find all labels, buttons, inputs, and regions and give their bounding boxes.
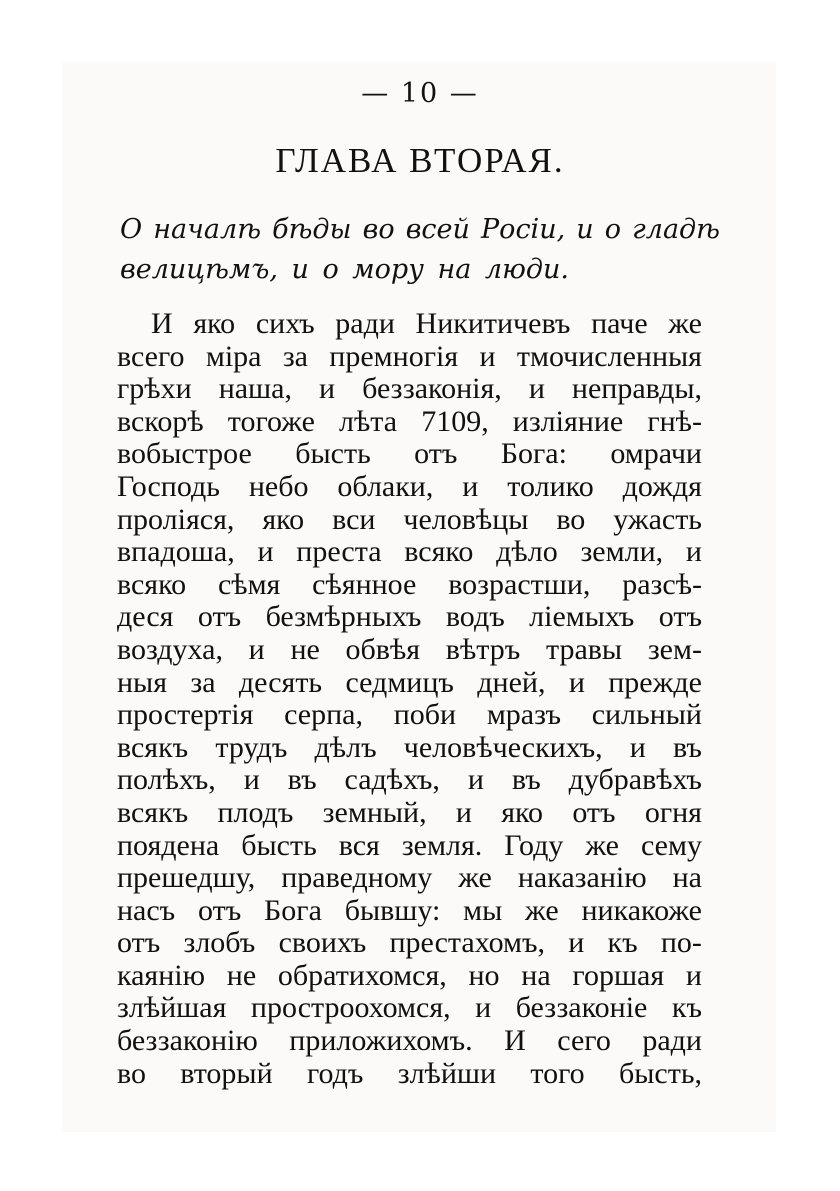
text-line: ныя за десять седмицъ дней, и прежде [117, 665, 702, 699]
text-line: грѣхи наша, и беззаконія, и неправды, [117, 372, 702, 406]
text-line: впадоша, и преста всяко дѣло земли, и [117, 535, 702, 569]
text-line: каянію не обратихомся, но на горшая и [117, 958, 702, 992]
text-line: прешедшу, праведному же наказанію на [117, 861, 702, 895]
text-line: всякъ плодъ земный, и яко отъ огня [117, 795, 702, 829]
text-line: во вторый годъ злѣйши того бысть, [117, 1056, 702, 1090]
subtitle-line: велицѣмъ, и о мору на люди. [120, 254, 569, 285]
text-line: И яко сихъ ради Никитичевъ паче же [151, 307, 702, 340]
text-line: беззаконію приложихомъ. И сего ради [117, 1024, 702, 1058]
text-line: вскорѣ тогоже лѣта 7109, изліяние гнѣ- [117, 404, 702, 438]
text-line: отъ злобъ своихъ престахомъ, и къ по- [117, 926, 702, 960]
text-line: всего міра за премногія и тмочисленныя [117, 339, 702, 373]
text-line: деся отъ безмѣрныхъ водъ ліемыхъ отъ [117, 600, 702, 634]
page-number: — 10 — [361, 78, 479, 109]
text-line: проліяся, яко вси человѣцы во ужасть [117, 502, 702, 536]
text-line: всякъ трудъ дѣлъ человѣческихъ, и въ [117, 730, 702, 764]
text-line: простертія серпа, поби мразъ сильный [117, 698, 702, 732]
body-text [117, 308, 702, 1090]
text-line: злѣйшая простроохомся, и беззаконіе къ [117, 991, 702, 1025]
text-line: насъ отъ Бога бывшу: мы же никакоже [117, 893, 702, 927]
text-line: всяко сѣмя сѣянное возрастши, разсѣ- [117, 567, 702, 601]
text-line: воздуха, и не обвѣя вѣтръ травы зем- [117, 632, 702, 666]
text-line: вобыстрое бысть отъ Бога: омрачи [117, 437, 702, 471]
chapter-subtitle [120, 210, 720, 290]
text-line: поядена бысть вся земля. Году же сему [117, 828, 702, 862]
chapter-title: ГЛАВА ВТОРАЯ. [275, 141, 565, 180]
text-line: полѣхъ, и въ садѣхъ, и въ дубравѣхъ [117, 763, 702, 797]
text-line: Господь небо облаки, и толико дождя [117, 469, 702, 503]
subtitle-line: О началѣ бѣды во всей Росіи, и о гладѣ [120, 214, 720, 245]
